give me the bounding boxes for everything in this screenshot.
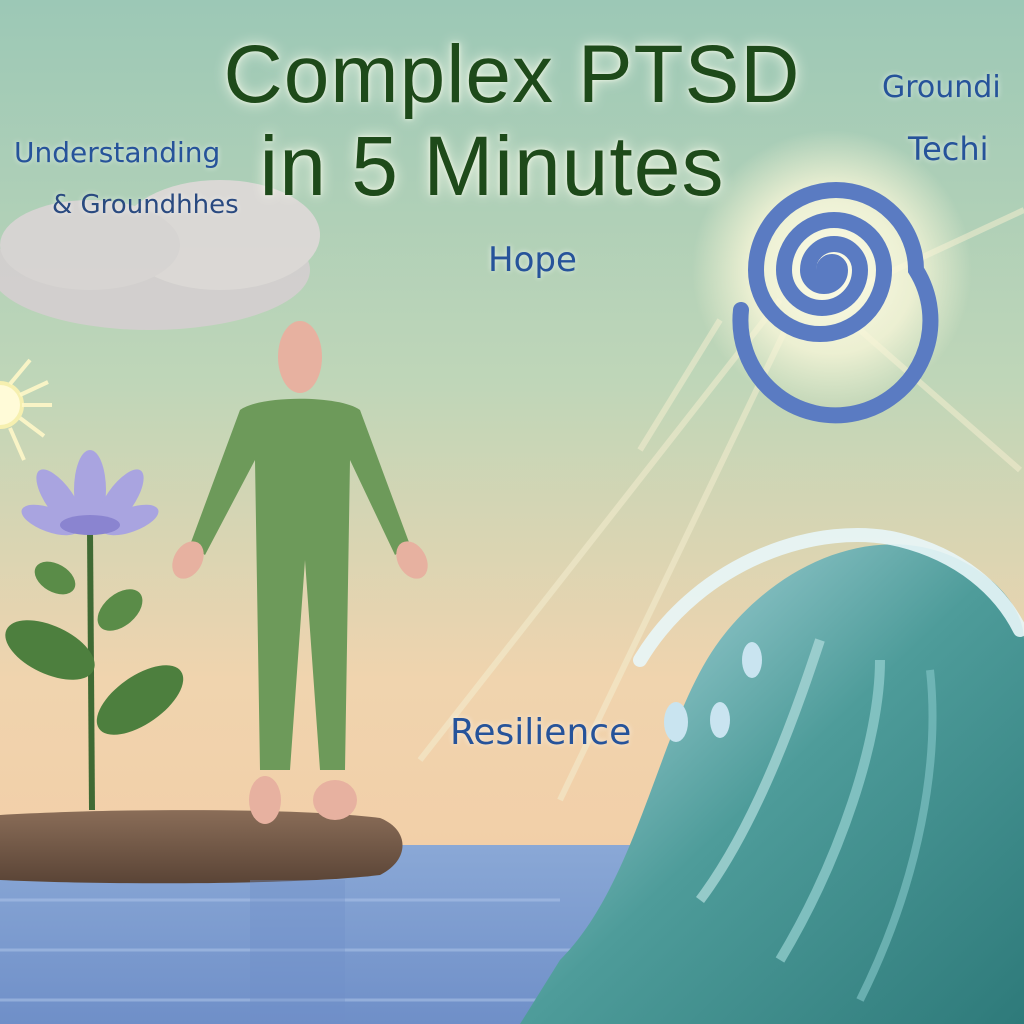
rock (0, 810, 403, 883)
label-grounding-right: Groundi (882, 70, 1001, 105)
title-line-2: in 5 Minutes (259, 119, 725, 213)
label-resilience: Resilience (450, 712, 632, 753)
label-hope: Hope (488, 240, 577, 280)
label-grounding-left: & Groundhhes (52, 190, 239, 220)
title-line-1: Complex PTSD (223, 29, 801, 120)
label-understanding: Understanding (14, 136, 221, 169)
label-techniques: Techi (908, 130, 989, 168)
